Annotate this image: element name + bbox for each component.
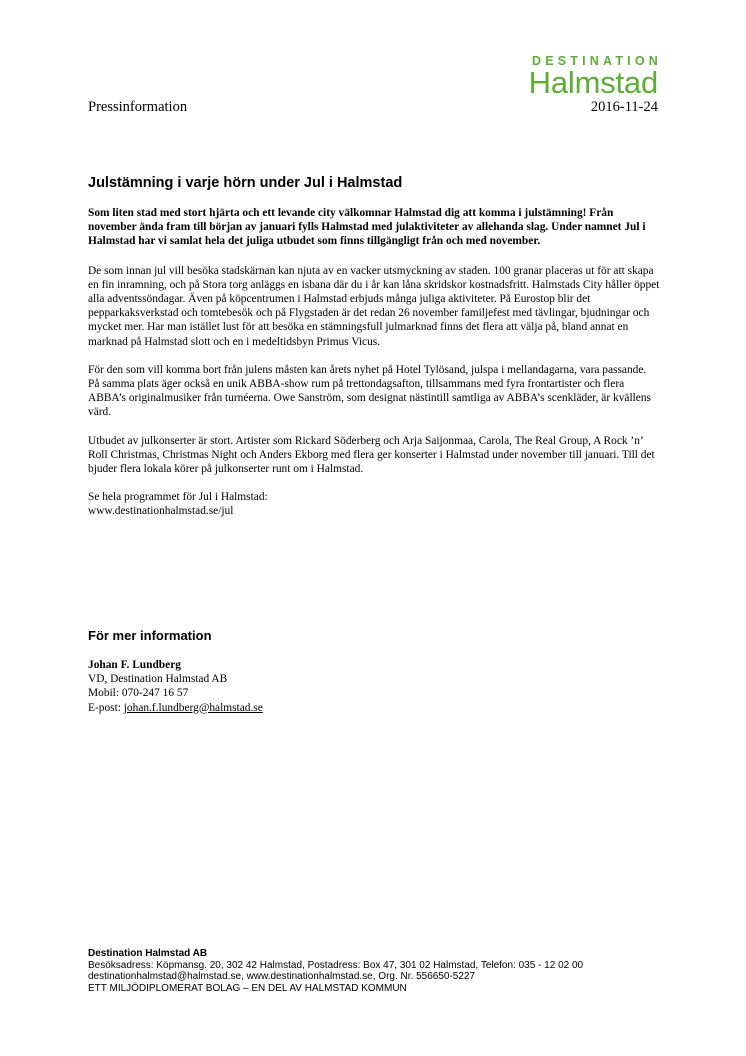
contact-name: Johan F. Lundberg <box>88 659 181 671</box>
footer-company: Destination Halmstad AB <box>88 948 208 959</box>
page-footer <box>88 948 688 994</box>
footer-web: destinationhalmstad@halmstad.se, www.destinationhalmstad.se, Org. Nr. 556650-5227 <box>88 971 476 983</box>
destination-halmstad-logo <box>528 54 662 100</box>
email-link[interactable]: johan.f.lundberg@halmstad.se <box>123 701 263 714</box>
lead-paragraph: Som liten stad med stort hjärta och ett levande city välkomnar Halmstad dig att komma i julstämning! Från november ända fram till början av januari fylls Halmstad med julaktiviteter av allehanda slag. Under namnet Jul i Halmstad har vi samlat hela det juliga utbudet som finns tillgängligt från och med november. <box>88 207 646 248</box>
contact-section <box>88 628 660 715</box>
document-date: 2016-11-24 <box>590 99 658 115</box>
body-paragraph: De som innan jul vill besöka stadskärnan kan njuta av en vacker utsmyckning av staden. 100 granar placeras ut för att skapa en fin inramning, och på Stora torg anläggs en isbana där du i år kan låna skridskor kostnadsfritt. Halmstads City håller öppet alla adventssöndagar. Även på köpcentrumen i Halmstad erbjuds många juliga aktiviteter. På Eurostop blir det pepparkaksverkstad och tomtebesök och på Flygstaden är det redan 26 november familjefest med tävlingar, bjudningar och mycket mer. Har man istället lust för att besöka en stämningsfull julmarknad finns det flera att välja på, bland annat en marknad på Halmstad slott och en i medeltidsbyn Primus Vicus. <box>88 264 660 348</box>
document-type: Pressinformation <box>88 99 188 115</box>
body-paragraph: Utbudet av julkonserter är stort. Artister som Rickard Söderberg och Arja Saijonmaa, Carola, The Real Group, A Rock ’n’ Roll Christmas, Christmas Night och Anders Ekborg med flera ger konserter i Halmstad under november till januari. Till det bjuder flera lokala körer på julkonserter runt om i Halmstad. <box>88 434 655 476</box>
logo-main-text: Halmstad <box>528 65 658 100</box>
contact-heading: För mer information <box>88 628 212 643</box>
article-body <box>88 175 660 533</box>
program-text: Se hela programmet för Jul i Halmstad: <box>88 491 268 504</box>
footer-address: Besöksadress: Köpmansg. 20, 302 42 Halmstad, Postadress: Box 47, 301 02 Halmstad, Telefon: 035 - 12 02 00 <box>88 959 584 971</box>
logo-top-text: DESTINATION <box>532 54 662 68</box>
program-info <box>88 490 660 518</box>
article-title: Julstämning i varje hörn under Jul i Halmstad <box>88 175 403 191</box>
email-label: E-post: <box>88 701 124 714</box>
program-url[interactable]: www.destinationhalmstad.se/jul <box>88 505 234 518</box>
body-paragraph: För den som vill komma bort från julens måsten kan årets nyhet på Hotel Tylösand, julspa i mellandagarna, vara passande. På samma plats äger också en unik ABBA-show rum på trettondagsafton, tillsammans med fyra frontartister och flera ABBA’s originalmusiker från turnéerna. Owe Sanström, som designat nästintill samtliga av ABBA’s scenkläder, är kvällens värd. <box>88 363 651 419</box>
contact-mobile: Mobil: 070-247 16 57 <box>88 687 189 700</box>
contact-email-line <box>88 701 660 715</box>
contact-role: VD, Destination Halmstad AB <box>88 673 228 686</box>
footer-tagline: ETT MILJÖDIPLOMERAT BOLAG – EN DEL AV HALMSTAD KOMMUN <box>88 982 407 994</box>
